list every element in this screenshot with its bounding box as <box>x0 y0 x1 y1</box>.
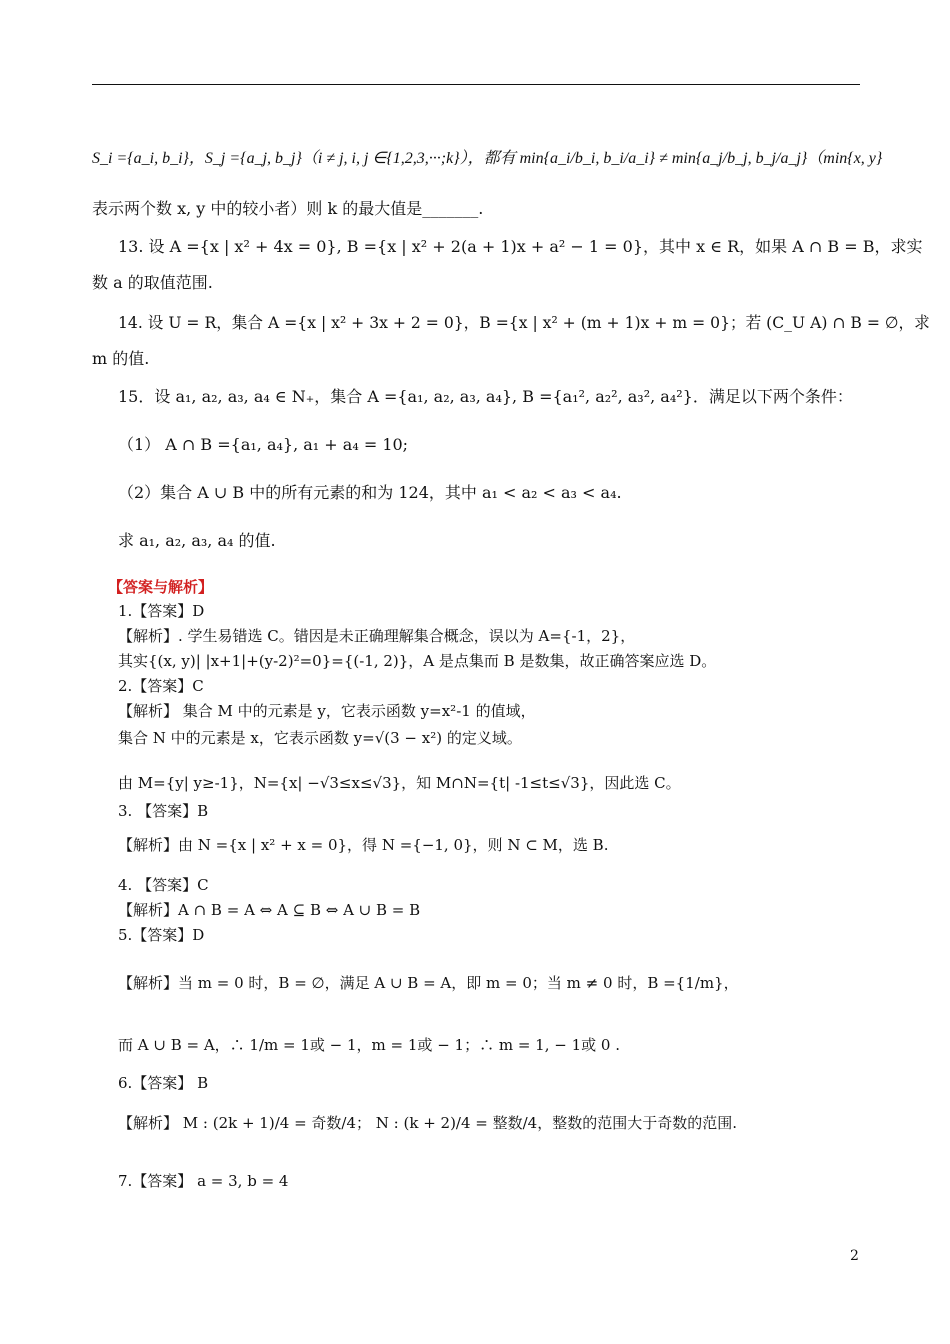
solution-4-analysis: 【解析】A ∩ B = A ⇔ A ⊆ B ⇔ A ∪ B = B <box>118 901 421 919</box>
solution-2-answer: 2.【答案】C <box>118 677 204 695</box>
problem-12-condition: S_i ={a_i, b_i}，S_j ={a_j, b_j}（i ≠ j, i, j ∈{1,2,3,···;k}），都有 min{a_i/b_i, b_i/a_i} ≠ min{a_j/b_j, b_j/a_j}（min{x, y} <box>92 150 883 167</box>
solution-2-analysis-3: 由 M={y| y≥-1}，N={x| −√3≤x≤√3}，知 M∩N={t| -1≤t≤√3}，因此选 C。 <box>118 774 681 792</box>
solution-6-analysis: 【解析】 M : (2k + 1)/4 = 奇数/4； N : (k + 2)/4 = 整数/4，整数的范围大于奇数的范围. <box>118 1114 737 1132</box>
problem-15-line1: 15．设 a₁, a₂, a₃, a₄ ∈ N₊，集合 A ={a₁, a₂, a₃, a₄}, B ={a₁², a₂², a₃², a₄²}．满足以下两个条件： <box>118 387 853 406</box>
answers-heading: 【答案与解析】 <box>108 578 214 596</box>
solution-1-answer: 1.【答案】D <box>118 602 205 620</box>
solution-4-answer: 4. 【答案】C <box>118 876 209 894</box>
solution-1-analysis: 【解析】. 学生易错选 C。错因是未正确理解集合概念，误以为 A={-1，2}， <box>118 627 636 645</box>
solution-1-analysis-2: 其实{(x, y)| |x+1|+(y-2)²=0}={(-1, 2)}，A 是点集而 B 是数集，故正确答案应选 D。 <box>118 652 717 670</box>
problem-15-question: 求 a₁, a₂, a₃, a₄ 的值. <box>118 531 276 550</box>
solution-5-analysis-2: 而 A ∪ B = A，∴ 1/m = 1或 − 1，m = 1或 − 1；∴ m = 1, − 1或 0 . <box>118 1036 620 1054</box>
header-rule <box>92 84 860 85</box>
problem-14-line2: m 的值. <box>92 349 150 368</box>
solution-3-answer: 3. 【答案】B <box>118 802 209 820</box>
solution-6-answer: 6.【答案】 B <box>118 1074 209 1092</box>
solution-3-analysis: 【解析】由 N ={x | x² + x = 0}，得 N ={−1, 0}，则 N ⊂ M，选 B. <box>118 836 609 854</box>
problem-15-condition-2: （2）集合 A ∪ B 中的所有元素的和为 124，其中 a₁ < a₂ < a₃ < a₄. <box>118 483 622 502</box>
problem-14-line1: 14. 设 U = R，集合 A ={x | x² + 3x + 2 = 0}，B ={x | x² + (m + 1)x + m = 0}；若 (C_U A) ∩ B = ∅，求 <box>118 313 930 332</box>
page-number: 2 <box>850 1248 859 1264</box>
problem-12-question: 表示两个数 x, y 中的较小者）则 k 的最大值是_______. <box>92 199 484 218</box>
solution-5-answer: 5.【答案】D <box>118 926 205 944</box>
solution-2-analysis: 【解析】 集合 M 中的元素是 y，它表示函数 y=x²-1 的值域， <box>118 702 536 720</box>
problem-13-line1: 13. 设 A ={x | x² + 4x = 0}, B ={x | x² + 2(a + 1)x + a² − 1 = 0}，其中 x ∈ R，如果 A ∩ B = B，求实 <box>118 237 923 256</box>
solution-2-analysis-2: 集合 N 中的元素是 x，它表示函数 y=√(3 − x²) 的定义域。 <box>118 729 522 747</box>
solution-5-analysis: 【解析】当 m = 0 时，B = ∅，满足 A ∪ B = A，即 m = 0；当 m ≠ 0 时，B ={1/m}， <box>118 974 739 992</box>
solution-7-answer: 7.【答案】 a = 3, b = 4 <box>118 1172 289 1190</box>
problem-13-line2: 数 a 的取值范围. <box>92 273 213 292</box>
problem-15-condition-1: （1） A ∩ B ={a₁, a₄}, a₁ + a₄ = 10; <box>118 435 409 454</box>
